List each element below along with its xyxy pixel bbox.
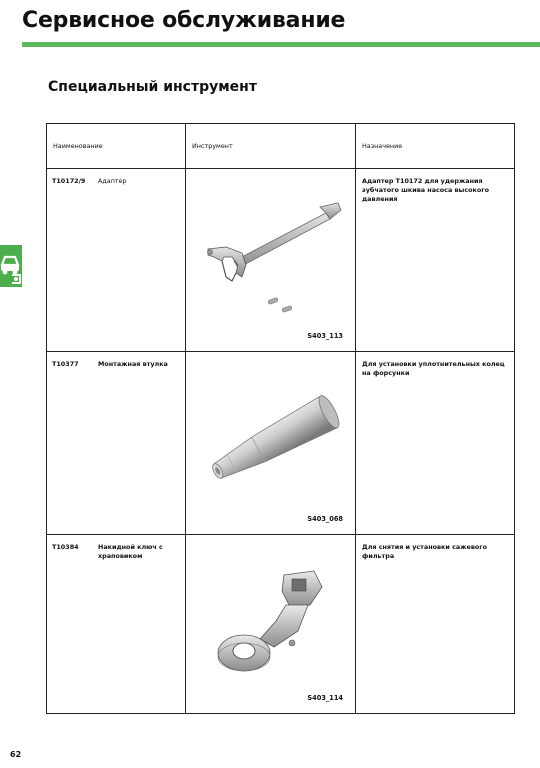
tool-purpose-cell: Адаптер T10172 для удержания зубчатого шкива насоса высокого давления xyxy=(356,169,515,352)
tool-label: Накидной ключ с храповиком xyxy=(98,543,163,560)
tool-image-cell xyxy=(186,352,356,535)
tool-code: T10377 xyxy=(52,360,79,368)
section-title: Специальный инструмент xyxy=(48,79,257,95)
column-header-tool: Инструмент xyxy=(186,124,356,169)
tool-name-cell xyxy=(47,169,186,352)
column-header-purpose: Назначение xyxy=(356,124,515,169)
page-title: Сервисное обслуживание xyxy=(22,8,346,33)
tool-code: T10172/9 xyxy=(52,177,86,185)
special-tools-table xyxy=(46,123,515,714)
tool-label: Адаптер xyxy=(98,177,127,185)
car-service-icon xyxy=(0,245,22,287)
figure-code: S403_113 xyxy=(307,332,343,340)
ratchet-wrench-icon xyxy=(186,535,356,705)
tool-code: T10384 xyxy=(52,543,79,551)
page-number: 62 xyxy=(10,750,22,759)
tool-name-cell xyxy=(47,535,186,714)
tool-image-cell xyxy=(186,535,356,714)
tool-name-cell xyxy=(47,352,186,535)
side-tab xyxy=(0,245,22,287)
table-row xyxy=(47,535,515,714)
column-header-name: Наименование xyxy=(47,124,186,169)
figure-code: S403_114 xyxy=(307,694,343,702)
tool-purpose-cell: Для снятия и установки сажевого фильтра xyxy=(356,535,515,714)
adapter-tool-icon xyxy=(186,169,356,343)
figure-code: S403_068 xyxy=(307,515,343,523)
table-row xyxy=(47,169,515,352)
table-header-row xyxy=(47,124,515,169)
mounting-sleeve-icon xyxy=(186,352,356,526)
tool-purpose-cell: Для установки уплотнительных колец на форсунки xyxy=(356,352,515,535)
title-rule xyxy=(22,42,540,47)
tool-image-cell xyxy=(186,169,356,352)
tool-label: Монтажная втулка xyxy=(98,360,168,368)
table-row xyxy=(47,352,515,535)
